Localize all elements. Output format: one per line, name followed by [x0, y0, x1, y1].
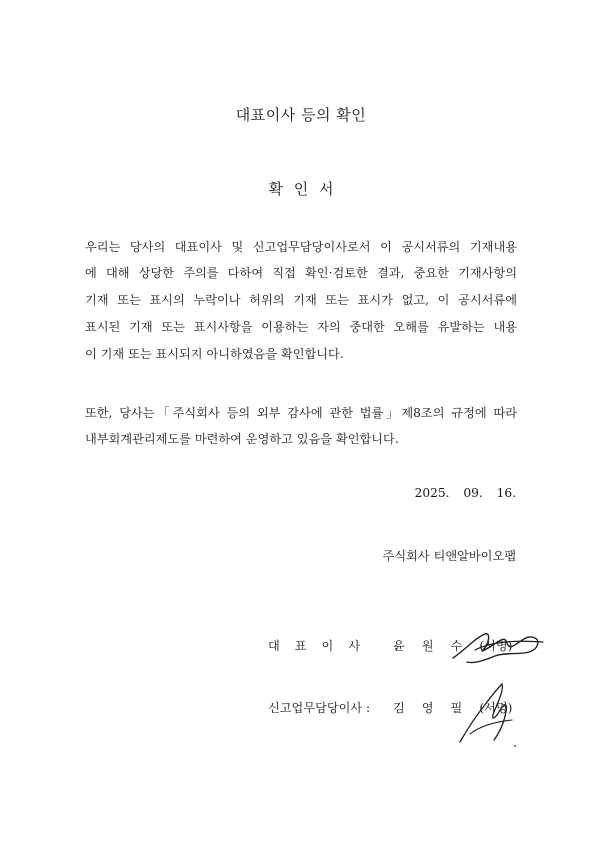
cfo-signature-image [450, 676, 525, 751]
signature-suffix: (서명) [479, 701, 513, 715]
ceo-signature-image [445, 620, 550, 670]
ceo-label: 대표이사 : [268, 639, 414, 653]
document-header: 대표이사 등의 확인 [235, 106, 367, 124]
ceo-name-text: 윤원수 [393, 639, 480, 653]
cfo-label: 신고업무담당이사 : [268, 701, 371, 715]
body-line: 표시된 기재 또는 표시사항을 이용하는 자의 중대한 오해를 유발하는 내용 [85, 320, 517, 334]
body-line: 내부회계관리제도를 마련하여 운영하고 있음을 확인합니다. [85, 432, 399, 446]
body-line: 에 대해 상당한 주의를 다하여 직접 확인·검토한 결과, 중요한 기재사항의 [85, 266, 517, 280]
document-title: 확 인 서 [268, 180, 334, 198]
body-line: 이 기재 또는 표시되지 아니하였음을 확인합니다. [85, 347, 344, 361]
cfo-name-text: 김영필 [393, 701, 480, 715]
signature-suffix: (서명) [479, 639, 513, 653]
body-line: 우리는 당사의 대표이사 및 신고업무담당이사로서 이 공시서류의 기재내용 [85, 240, 517, 254]
scan-dot [514, 745, 516, 747]
company-name: 주식회사 티앤알바이오팹 [382, 549, 516, 563]
body-line: 또한, 당사는「주식회사 등의 외부 감사에 관한 법률」제8조의 규정에 따라 [85, 406, 517, 420]
document-date: 2025. 09. 16. [414, 486, 516, 500]
body-line: 기재 또는 표시의 누락이나 허위의 기재 또는 표시가 없고, 이 공시서류에 [85, 293, 517, 307]
